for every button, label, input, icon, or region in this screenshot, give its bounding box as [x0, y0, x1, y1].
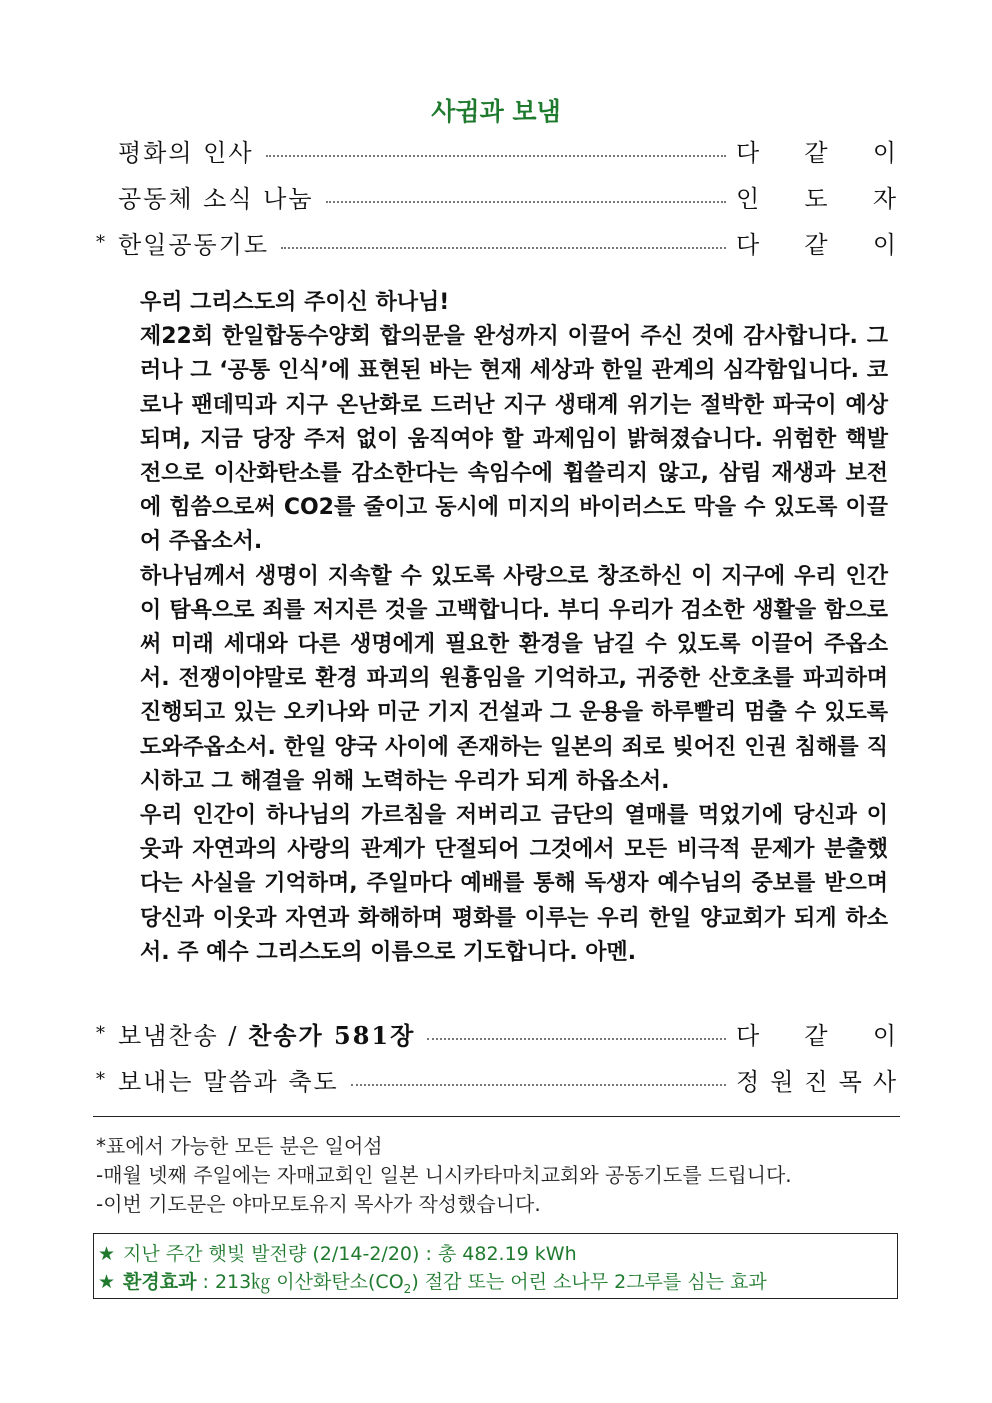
solar-line-generation — [98, 1240, 897, 1268]
order-mark: * — [96, 1068, 107, 1090]
participant-char: 이 — [872, 138, 896, 167]
solar-generation-text: 지난 주간 햇빛 발전량 (2/14-2/20) : 총 482.19 kWh — [123, 1243, 577, 1265]
solar-power-box — [93, 1233, 898, 1299]
section-title: 사귐과 보냄 — [431, 97, 561, 126]
order-label: 한일공동기도 — [118, 230, 270, 259]
note-item: -이번 기도문은 야마모토유지 목사가 작성했습니다. — [96, 1192, 541, 1216]
order-row-joint-prayer — [96, 222, 896, 262]
order-label-text: 보냄찬송 / — [118, 1021, 249, 1050]
participant-char: 정 — [736, 1067, 760, 1096]
order-row-benediction — [96, 1059, 896, 1099]
participant-char: 목 — [838, 1067, 862, 1096]
note-item: -매월 넷째 주일에는 자매교회인 일본 니시카타마치교회와 공동기도를 드립니다. — [96, 1163, 792, 1187]
participant-char: 같 — [804, 1021, 828, 1050]
order-label — [118, 1062, 339, 1097]
participant-char: 같 — [804, 230, 828, 259]
order-participant — [736, 133, 896, 168]
notes — [96, 1132, 896, 1219]
prayer-paragraph: 우리 인간이 하나님의 가르침을 저버리고 금단의 열매를 먹었기에 당신과 이웃과 자연과의 사랑의 관계가 단절되어 그것에서 모든 비극적 문제가 분출했다는 사실을 기억하며, 주일마다 예배를 통해 독생자 예수님의 중보를 받으며 당신과 이웃과 자연과 화해하며 평화를 이루는 우리 한일 양교회가 되게 하소서. 주 예수 그리스도의 이름으로 기도합니다. 아멘. — [140, 803, 888, 965]
participant-char: 진 — [804, 1067, 828, 1096]
order-mark: * — [96, 231, 107, 253]
order-row-community-news — [96, 176, 896, 216]
prayer-paragraph: 하나님께서 생명이 지속할 수 있도록 사랑으로 창조하신 이 지구에 우리 인간이 탐욕으로 죄를 저지른 것을 고백합니다. 부디 우리가 검소한 생활을 함으로써 미래 세대와 다른 생명에게 필요한 환경을 남길 수 있도록 이끌어 주옵소서. 전쟁이야말로 환경 파괴의 원흉임을 기억하고, 귀중한 산호초를 파괴하며 진행되고 있는 오키나와 미군 기지 건설과 그 운용을 하루빨리 멈출 수 있도록 도와주옵소서. 한일 양국 사이에 존재하는 일본의 죄로 빚어진 인권 침해를 직시하고 그 해결을 위해 노력하는 우리가 되게 하옵소서. — [140, 563, 888, 794]
order-row-sending-hymn — [96, 1013, 896, 1053]
dotted-leader — [266, 151, 726, 157]
prayer-paragraph: 제22회 한일합동수양회 합의문을 완성까지 이끌어 주신 것에 감사합니다. 그러나 그 ‘공통 인식’에 표현된 바는 현재 세상과 한일 관계의 심각함입니다. 코로나 팬데믹과 지구 온난화로 드러난 지구 생태계 위기는 절박한 파국이 예상되며, 지금 당장 주저 없이 움직여야 할 과제임이 밝혀졌습니다. 위험한 핵발전으로 이산화탄소를 감소한다는 속임수에 휩쓸리지 않고, 삼림 재생과 보전에 힘씀으로써 CO2를 줄이고 동시에 미지의 바이러스도 막을 수 있도록 이끌어 주옵소서. — [140, 324, 888, 555]
note-item: *표에서 가능한 모든 분은 일어섬 — [96, 1134, 383, 1158]
dotted-leader — [427, 1034, 726, 1040]
solar-line-effect — [98, 1268, 897, 1303]
order-row-peace-greeting — [96, 130, 896, 170]
participant-char: 도 — [804, 184, 828, 213]
dotted-leader — [281, 243, 726, 249]
dotted-leader — [351, 1080, 726, 1086]
prayer-text — [140, 286, 888, 970]
effect-text: ) 절감 또는 어린 소나무 2그루를 심는 효과 — [411, 1271, 767, 1293]
order-participant — [736, 1016, 896, 1051]
participant-char: 다 — [736, 1021, 760, 1050]
participant-char: 다 — [736, 230, 760, 259]
participant-char: 다 — [736, 138, 760, 167]
order-mark: * — [96, 1022, 107, 1044]
hymn-number: 찬송가 581장 — [248, 1020, 416, 1050]
participant-char: 인 — [736, 184, 760, 213]
participant-char: 원 — [770, 1067, 794, 1096]
participant-char: 이 — [872, 1021, 896, 1050]
order-label — [118, 1016, 415, 1051]
effect-text: : 213㎏ 이산화탄소(CO — [196, 1271, 404, 1293]
section-divider — [93, 1116, 900, 1117]
order-label-text: 보내는 말씀과 축도 — [118, 1067, 339, 1096]
participant-char: 같 — [804, 138, 828, 167]
order-label: 공동체 소식 나눔 — [118, 184, 314, 213]
participant-char: 이 — [872, 230, 896, 259]
order-participant — [736, 179, 896, 214]
dotted-leader — [326, 197, 726, 203]
participant-char: 사 — [872, 1067, 896, 1096]
star-icon: ★ — [98, 1243, 116, 1265]
star-icon: ★ — [98, 1271, 116, 1293]
order-label: 평화의 인사 — [118, 138, 254, 167]
order-participant — [736, 225, 896, 260]
order-participant — [736, 1062, 896, 1097]
effect-subscript: 2 — [403, 1281, 412, 1296]
participant-char: 자 — [872, 184, 896, 213]
prayer-paragraph: 우리 그리스도의 주이신 하나님! — [140, 290, 450, 315]
effect-label: 환경효과 — [123, 1271, 197, 1293]
